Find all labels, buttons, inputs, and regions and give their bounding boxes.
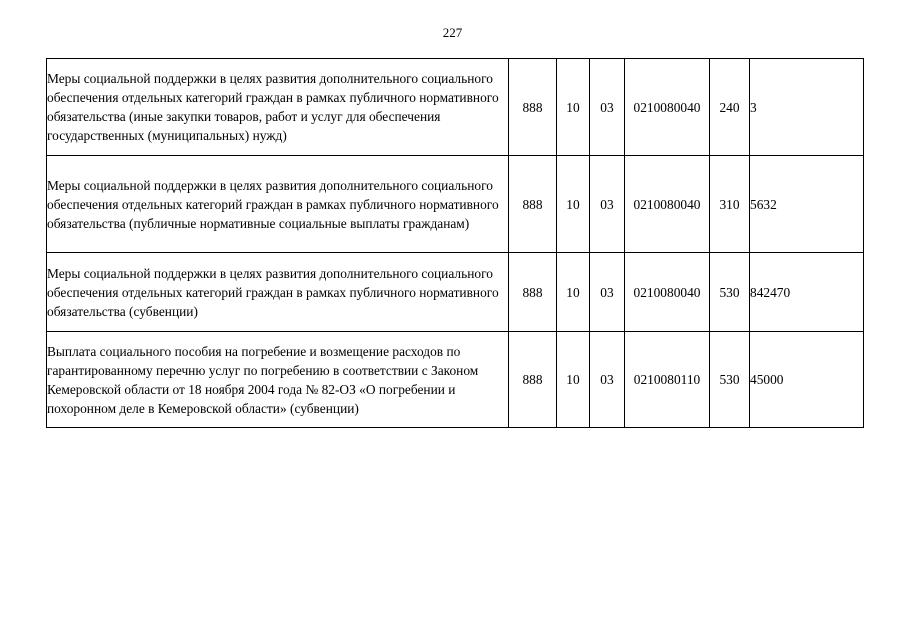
target-article-code: 0210080110 bbox=[625, 332, 710, 428]
section-code: 10 bbox=[557, 253, 590, 332]
section-code: 10 bbox=[557, 156, 590, 253]
subsection-code: 03 bbox=[590, 253, 625, 332]
amount: 3 bbox=[750, 59, 864, 156]
ministry-code: 888 bbox=[509, 156, 557, 253]
section-code: 10 bbox=[557, 59, 590, 156]
target-article-code: 0210080040 bbox=[625, 156, 710, 253]
amount: 5632 bbox=[750, 156, 864, 253]
table-row bbox=[47, 59, 864, 156]
expense-type-code: 530 bbox=[710, 332, 750, 428]
row-description: Меры социальной поддержки в целях развития дополнительного социального обеспечения отдельных категорий граждан в рамках публичного нормативного обязательства (публичные нормативные социальные выплаты гражданам) bbox=[47, 156, 509, 253]
row-description: Меры социальной поддержки в целях развития дополнительного социального обеспечения отдельных категорий граждан в рамках публичного нормативного обязательства (иные закупки товаров, работ и услуг для обеспечения государственных (муниципальных) нужд) bbox=[47, 59, 509, 156]
budget-table bbox=[46, 58, 864, 428]
expense-type-code: 240 bbox=[710, 59, 750, 156]
table-row bbox=[47, 156, 864, 253]
target-article-code: 0210080040 bbox=[625, 59, 710, 156]
row-description: Выплата социального пособия на погребение и возмещение расходов по гарантированному перечню услуг по погребению в соответствии с Законом Кемеровской области от 18 ноября 2004 года № 82-ОЗ «О погребении и похоронном деле в Кемеровской области» (субвенции) bbox=[47, 332, 509, 428]
row-description: Меры социальной поддержки в целях развития дополнительного социального обеспечения отдельных категорий граждан в рамках публичного нормативного обязательства (субвенции) bbox=[47, 253, 509, 332]
subsection-code: 03 bbox=[590, 332, 625, 428]
table-row bbox=[47, 332, 864, 428]
section-code: 10 bbox=[557, 332, 590, 428]
amount: 842470 bbox=[750, 253, 864, 332]
amount: 45000 bbox=[750, 332, 864, 428]
target-article-code: 0210080040 bbox=[625, 253, 710, 332]
table-row bbox=[47, 253, 864, 332]
subsection-code: 03 bbox=[590, 59, 625, 156]
expense-type-code: 310 bbox=[710, 156, 750, 253]
ministry-code: 888 bbox=[509, 253, 557, 332]
expense-type-code: 530 bbox=[710, 253, 750, 332]
page-number: 227 bbox=[442, 25, 463, 40]
ministry-code: 888 bbox=[509, 332, 557, 428]
subsection-code: 03 bbox=[590, 156, 625, 253]
ministry-code: 888 bbox=[509, 59, 557, 156]
